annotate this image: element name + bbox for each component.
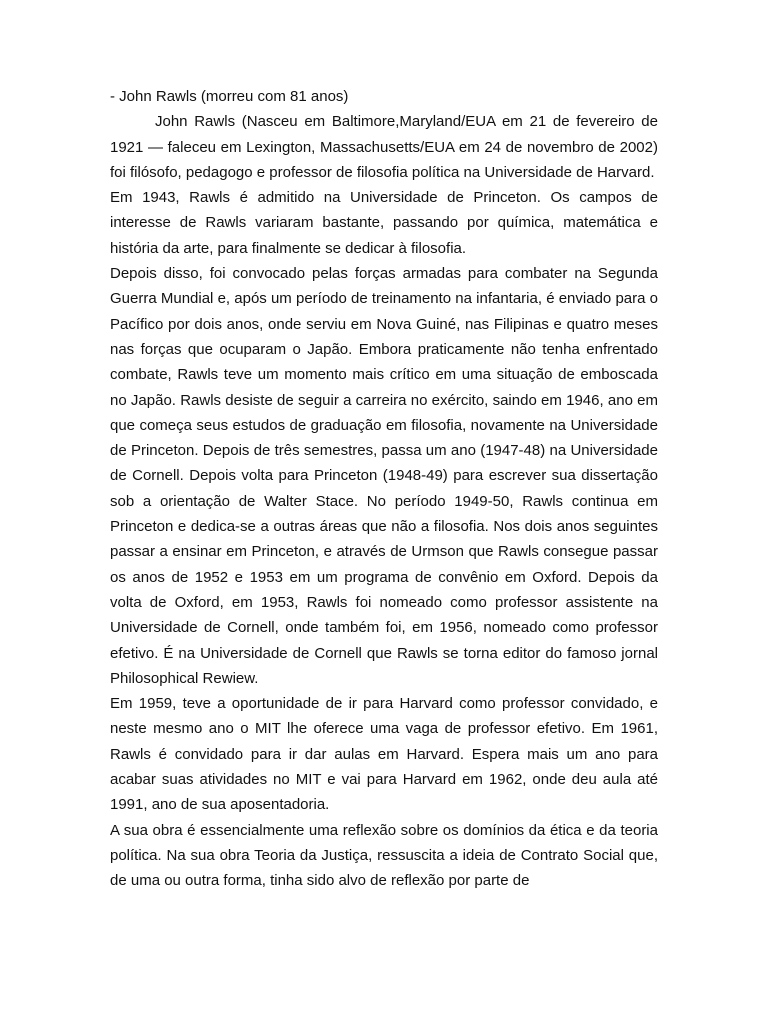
document-page — [110, 84, 658, 894]
paragraph-work: A sua obra é essencialmente uma reflexão sobre os domínios da ética e da teoria política. Na sua obra Teoria da Justiça, ressuscita a ideia de Contrato Social que, de uma ou outra forma, tinha sido alvo de reflexão por parte de — [110, 821, 658, 890]
document-heading: - John Rawls (morreu com 81 anos) — [110, 88, 349, 105]
paragraph-birth-death: John Rawls (Nasceu em Baltimore,Maryland/EUA em 21 de fevereiro de 1921 — faleceu em Lexington, Massachusetts/EUA em 24 de novembro de 2002) foi filósofo, pedagogo e professor de filosofia política na Universidade de Harvard. — [110, 113, 658, 181]
paragraph-princeton-admission: Em 1943, Rawls é admitido na Universidade de Princeton. Os campos de interesse de Rawls variaram bastante, passando por química, matemática e história da arte, para finalmente se dedicar à filosofia. — [110, 189, 658, 257]
paragraph-harvard: Em 1959, teve a oportunidade de ir para Harvard como professor convidado, e neste mesmo ano o MIT lhe oferece uma vaga de professor efetivo. Em 1961, Rawls é convidado para ir dar aulas em Harvard. Espera mais um ano para acabar suas atividades no MIT e vai para Harvard em 1962, onde deu aula até 1991, ano de sua aposentadoria. — [110, 695, 658, 814]
paragraph-war-and-career: Depois disso, foi convocado pelas forças armadas para combater na Segunda Guerra Mundial e, após um período de treinamento na infantaria, é enviado para o Pacífico por dois anos, onde serviu em Nova Guiné, nas Filipinas e quatro meses nas forças que ocuparam o Japão. Embora praticamente não tenha enfrentado combate, Rawls teve um momento mais crítico em uma situação de emboscada no Japão. Rawls desiste de seguir a carreira no exército, saindo em 1946, ano em que começa seus estudos de graduação em filosofia, novamente na Universidade de Princeton. Depois de três semestres, passa um ano (1947-48) na Universidade de Cornell. Depois volta para Princeton (1948-49) para escrever sua dissertação sob a orientação de Walter Stace. No período 1949-50, Rawls continua em Princeton e dedica-se a outras áreas que não a filosofia. Nos dois anos seguintes passar a ensinar em Princeton, e através de Urmson que Rawls consegue passar os anos de 1952 e 1953 em um programa de convênio em Oxford. Depois da volta de Oxford, em 1953, Rawls foi nomeado como professor assistente na Universidade de Cornell, onde também foi, em 1956, nomeado como professor efetivo. É na Universidade de Cornell que Rawls se torna editor do famoso jornal Philosophical Rewiew. — [110, 265, 658, 687]
